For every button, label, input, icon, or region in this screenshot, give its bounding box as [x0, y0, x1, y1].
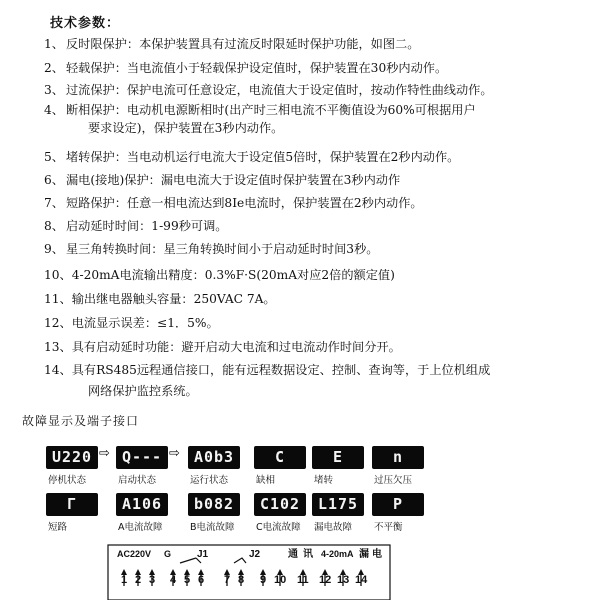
param-text: 输出继电器触头容量：250VAC 7A。: [71, 292, 276, 306]
display-caption: 漏电故障: [314, 522, 353, 533]
terminal-number: 5: [184, 574, 191, 586]
param-text: 短路保护：任意一相电流达到8Ie电流时，保护装置在2秒内动作。: [66, 196, 423, 210]
terminal-top-label: 讯: [303, 549, 313, 560]
terminal-number: 7: [224, 574, 231, 586]
terminal-top-label: 通: [288, 549, 298, 560]
display-caption: 不平衡: [374, 522, 403, 533]
param-number: 1、: [44, 37, 64, 51]
param-text: 电流显示误差：≤1．5%。: [71, 316, 219, 330]
display-caption: 缺相: [256, 475, 276, 486]
lcd-readout: U220: [46, 446, 98, 469]
terminal-number: 8: [238, 574, 245, 586]
param-text: 反时限保护：本保护装置具有过流反时限延时保护功能，如图二。: [66, 37, 420, 51]
param-text: 堵转保护：当电动机运行电流大于设定值5倍时，保护装置在2秒内动作。: [66, 150, 460, 164]
param-text: 轻载保护：当电流值小于轻载保护设定值时，保护装置在30秒内动作。: [66, 61, 448, 75]
terminal-number: 13: [337, 574, 350, 586]
section-title: 故障显示及端子接口: [22, 414, 140, 428]
terminal-top-label: 漏: [359, 549, 369, 560]
terminal-number: 6: [198, 574, 205, 586]
param-continuation: 要求设定)，保护装置在3秒内动作。: [88, 121, 284, 135]
param-number: 14、: [44, 363, 72, 377]
param-text: 断相保护：电动机电源断相时(出产时三相电流不平衡值设为60%可根据用户: [66, 103, 476, 117]
display-caption: C电流故障: [256, 522, 301, 533]
lcd-readout: n: [372, 446, 424, 469]
terminal-number: 3: [149, 574, 156, 586]
param-number: 11、: [44, 292, 72, 306]
display-caption: A电流故障: [118, 522, 163, 533]
terminal-number: 10: [274, 574, 287, 586]
relay-j2-contact-icon: [234, 558, 246, 563]
terminal-number: 14: [355, 574, 368, 586]
lcd-readout: A106: [116, 493, 168, 516]
param-number: 9、: [44, 242, 64, 256]
param-text: 漏电(接地)保护：漏电电流大于设定值时保护装置在3秒内动作: [66, 173, 401, 187]
lcd-readout: Q---: [116, 446, 168, 469]
lcd-readout: E: [312, 446, 364, 469]
terminal-top-label: J2: [249, 549, 261, 560]
terminal-top-label: 4-20mA: [321, 549, 354, 559]
param-text: 具有RS485远程通信接口，能有远程数据设定、控制、查询等，于上位机组成: [71, 363, 491, 377]
param-text: 星三角转换时间：星三角转换时间小于启动延时时间3秒。: [66, 242, 379, 256]
display-caption: 短路: [48, 522, 68, 533]
display-caption: 过压欠压: [374, 475, 413, 486]
param-text: 过流保护：保护电流可任意设定，电流值大于设定值时，按动作特性曲线动作。: [66, 83, 493, 97]
param-number: 10、: [44, 268, 72, 282]
terminal-number: 9: [260, 574, 267, 586]
param-text: 4-20mA电流输出精度：0.3%F·S(20mA对应2倍的额定值): [71, 268, 395, 282]
terminal-top-label: G: [164, 549, 172, 559]
terminal-top-label: J1: [197, 549, 209, 560]
flow-arrow-icon: ⇨: [169, 446, 180, 461]
terminal-number: 11: [297, 574, 309, 586]
terminal-number: 2: [135, 574, 142, 586]
lcd-readout: Γ: [46, 493, 98, 516]
param-text: 具有启动延时功能：避开启动大电流和过电流动作时间分开。: [71, 340, 401, 354]
terminal-number: 1: [121, 574, 128, 586]
param-number: 6、: [44, 173, 64, 187]
display-caption: B电流故障: [190, 522, 235, 533]
terminal-number: 12: [319, 574, 332, 586]
param-number: 4、: [44, 103, 64, 117]
display-caption: 堵转: [314, 475, 334, 486]
lcd-readout: b082: [188, 493, 240, 516]
lcd-readout: C102: [254, 493, 306, 516]
lcd-readout: A0b3: [188, 446, 240, 469]
param-number: 12、: [44, 316, 72, 330]
param-number: 7、: [44, 196, 64, 210]
lcd-readout: P: [372, 493, 424, 516]
param-number: 13、: [44, 340, 72, 354]
flow-arrow-icon: ⇨: [99, 446, 110, 461]
param-number: 3、: [44, 83, 64, 97]
display-caption: 启动状态: [118, 475, 157, 486]
lcd-readout: L175: [312, 493, 364, 516]
tech-params-title: 技术参数：: [50, 16, 121, 31]
lcd-readout: C: [254, 446, 306, 469]
param-number: 2、: [44, 61, 64, 75]
param-number: 8、: [44, 219, 64, 233]
param-continuation: 网络保护监控系统。: [88, 384, 198, 398]
display-caption: 停机状态: [48, 475, 87, 486]
terminal-top-label: 电: [372, 549, 382, 560]
terminal-number: 4: [170, 574, 177, 586]
display-caption: 运行状态: [190, 475, 229, 486]
param-number: 5、: [44, 150, 64, 164]
terminal-top-label: AC220V: [117, 549, 152, 559]
param-text: 启动延时时间：1-99秒可调。: [66, 219, 228, 233]
